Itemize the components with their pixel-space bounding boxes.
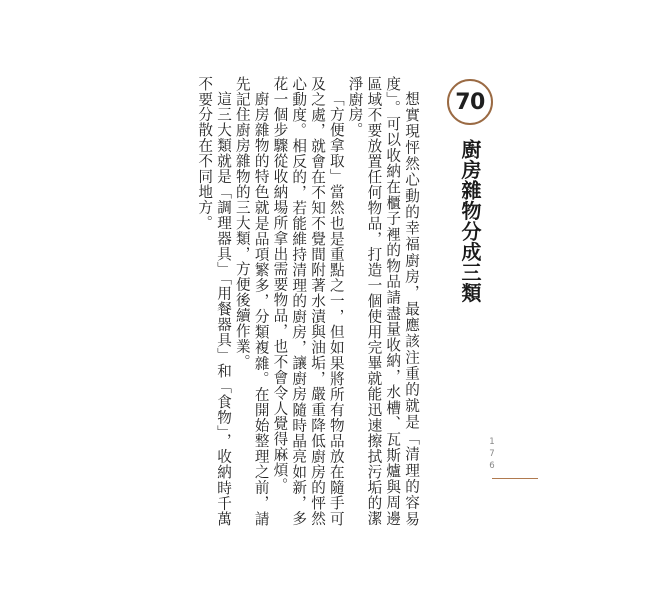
chapter-title: 廚房雜物分成三類 — [458, 139, 482, 303]
page-number-rule — [492, 478, 538, 479]
chapter-number: 70 — [455, 89, 485, 115]
page-number: 176 — [487, 437, 497, 473]
paragraph: 「方便拿取」當然也是重點之一，但如果將所有物品放在隨手可及之處，就會在不知不覺間附著水漬與油垢，嚴重降低廚房的怦然心動度。相反的，若能維持清理的廚房，讓廚房隨時晶亮如新，多花一個步驟從收納場所拿出需要物品，也不會令人覺得麻煩。 — [271, 76, 345, 526]
paragraph: 想實現怦然心動的幸福廚房，最應該注重的就是「清理的容易度」。可以收納在櫃子裡的物品請盡量收納，水槽、瓦斯爐與周邊區域不要放置任何物品，打造一個使用完畢就能迅速擦拭污垢的潔淨廚房。 — [346, 76, 420, 526]
body-text — [150, 76, 420, 526]
paragraph: 這三大類就是「調理器具」「用餐器具」和「食物」，收納時千萬不要分散在不同地方。 — [196, 76, 233, 526]
chapter-number-badge — [447, 79, 493, 125]
paragraph: 廚房雜物的特色就是品項繁多，分類複雜。在開始整理之前，請先記住廚房雜物的三大類，方便後續作業。 — [233, 76, 270, 526]
